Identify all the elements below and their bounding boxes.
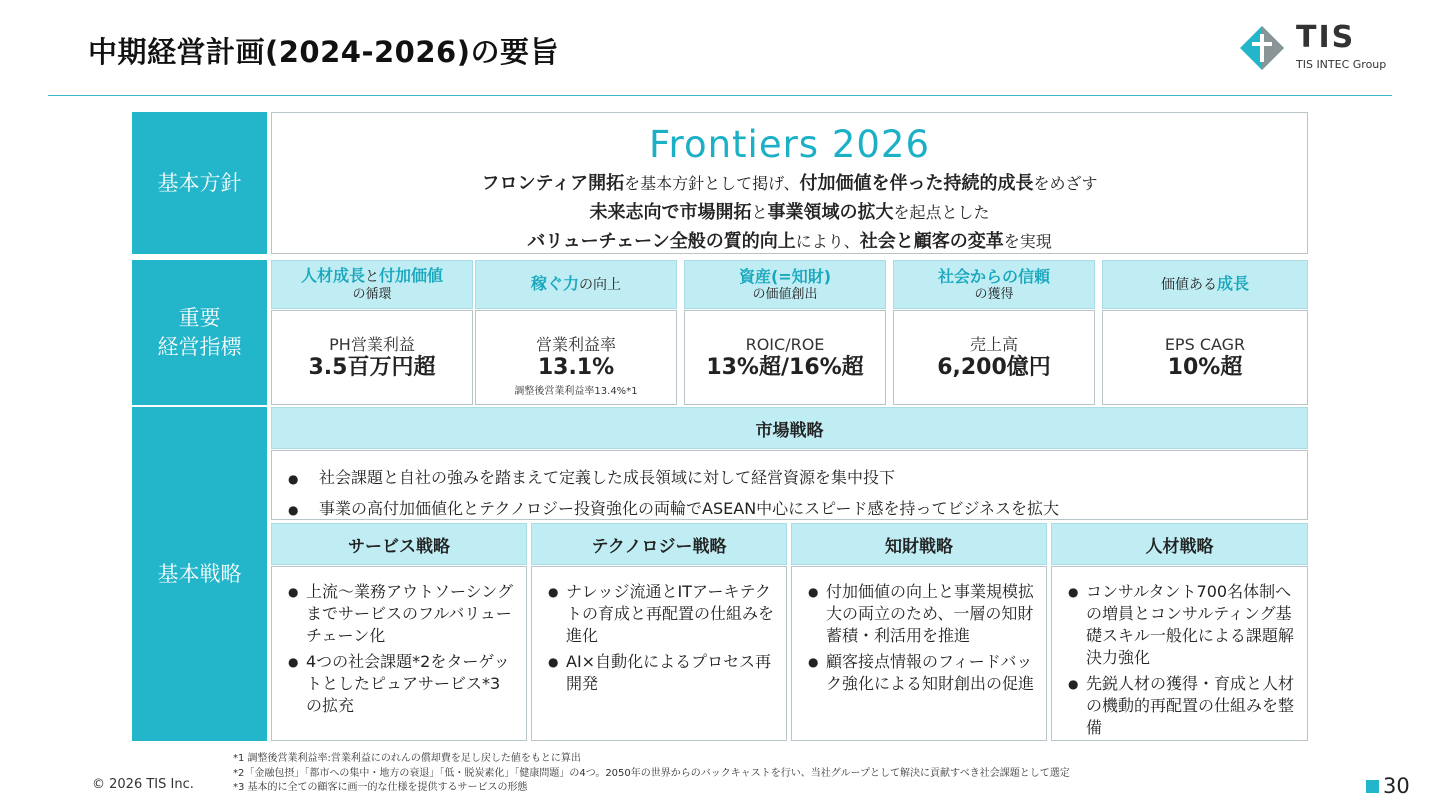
kpi-label (132, 260, 267, 405)
policy-segment: バリューチェーン全般の質的向上 (527, 231, 796, 252)
kpi-metric: EPS CAGR (1164, 335, 1246, 354)
kpi-note: 調整後営業利益率13.4%*1 (514, 386, 638, 397)
kpi-header-sub: の循環 (352, 287, 392, 302)
kpi-header-main (938, 267, 1050, 287)
market-strategy-box (271, 450, 1308, 520)
kpi-header-1 (271, 260, 473, 309)
footnote-1: *1 調整後営業利益率:営業利益にのれんの償却費を足し戻した値をもとに算出 (233, 753, 581, 764)
logo-name: TIS (1296, 20, 1356, 55)
policy-segment: をめざす (1033, 174, 1098, 193)
policy-line-1 (272, 169, 1307, 198)
kpi-header-main (1161, 274, 1249, 295)
kpi-header-connector: の向上 (579, 277, 621, 293)
strategy-title-2: テクノロジー戦略 (531, 523, 787, 565)
kpi-header-key: 稼ぐ力 (530, 274, 579, 293)
kpi-header-key: 成長 (1216, 274, 1249, 293)
market-strategy-list (272, 451, 1307, 525)
policy-segment: 未来志向で市場開拓 (589, 202, 752, 223)
strategy-title-1: サービス戦略 (271, 523, 527, 565)
policy-segment: を基本方針として掲げ、 (624, 174, 800, 193)
strategy-bullet: ● 付加価値の向上と事業規模拡大の両立のため、一層の知財蓄積・利活用を推進 (808, 581, 1034, 647)
strategy-bullet: ● ナレッジ流通とITアーキテクトの育成と再配置の仕組みを進化 (548, 581, 774, 647)
company-logo (1238, 22, 1398, 74)
page-title: 中期経営計画(2024-2026)の要旨 (88, 35, 559, 69)
kpi-header-sub: の獲得 (974, 286, 1014, 302)
logo-subtitle: TIS INTEC Group (1296, 58, 1387, 71)
strategy-box-2 (531, 566, 787, 741)
strategy-bullet: ● AI×自動化によるプロセス再開発 (548, 651, 774, 695)
kpi-header-key: 人材成長 (300, 266, 365, 285)
strategy-list (1052, 567, 1307, 739)
kpi-target: 13%超/16%超 (706, 355, 864, 380)
policy-line-2 (272, 198, 1307, 227)
strategy-bullet: ● 上流～業務アウトソーシングまでサービスのフルバリューチェーン化 (288, 581, 514, 647)
kpi-target: 3.5百万円超 (308, 355, 436, 380)
page-number (1366, 774, 1410, 798)
strategy-box-4 (1051, 566, 1308, 741)
kpi-label-line2: 経営指標 (157, 334, 242, 359)
basic-policy-box (271, 112, 1308, 254)
policy-segment: 付加価値を伴った持続的成長 (799, 173, 1034, 194)
kpi-header-key: 資産(=知財) (738, 266, 832, 286)
kpi-metric: ROIC/ROE (745, 335, 825, 354)
footnote-2: *2「金融包摂」「都市への集中・地方の衰退」「低・脱炭素化」「健康問題」の4つ。2050年の世界からのバックキャストを行い、当社グループとして解決に貢献すべき社会課題として選定 (233, 767, 1070, 779)
kpi-value-box-2 (475, 310, 677, 405)
strategy-label: 基本戦略 (132, 407, 267, 741)
copyright: © 2026 TIS Inc. (92, 777, 194, 792)
page-number-text: 30 (1383, 774, 1410, 798)
kpi-target: 6,200億円 (937, 355, 1051, 380)
strategy-list (532, 567, 786, 695)
strategy-box-1 (271, 566, 527, 741)
plan-name: Frontiers 2026 (648, 123, 931, 166)
kpi-value-box-3 (684, 310, 886, 405)
kpi-label-line1: 重要 (178, 306, 221, 331)
policy-segment: フロンティア開拓 (481, 173, 625, 194)
kpi-target: 10%超 (1167, 355, 1243, 380)
market-bullet-1: ● 社会課題と自社の強みを踏まえて定義した成長領域に対して経営資源を集中投下 (288, 463, 1307, 494)
policy-segment: 事業領域の拡大 (767, 202, 894, 223)
header-divider (48, 95, 1392, 96)
kpi-header-main (301, 266, 443, 287)
strategy-box-3 (791, 566, 1047, 741)
policy-segment: を起点とした (893, 203, 990, 222)
policy-segment: 社会と顧客の変革 (859, 231, 1004, 252)
kpi-metric: 売上高 (969, 335, 1018, 354)
kpi-header-prefix: 価値ある (1160, 277, 1217, 293)
kpi-header-2 (475, 260, 677, 309)
kpi-header-main (739, 267, 831, 287)
strategy-list (792, 567, 1046, 695)
kpi-header-key: 社会からの信頼 (937, 266, 1050, 286)
policy-segment: と (751, 203, 768, 222)
policy-text (272, 169, 1307, 256)
market-bullet-2: ● 事業の高付加価値化とテクノロジー投資強化の両輪でASEAN中心にスピード感を持ってビジネスを拡大 (288, 494, 1307, 525)
policy-segment: を実現 (1003, 232, 1052, 251)
kpi-header-main (531, 274, 621, 295)
kpi-value-box-4 (893, 310, 1095, 405)
strategy-title-3: 知財戦略 (791, 523, 1047, 565)
kpi-header-connector: と (365, 269, 379, 285)
strategy-bullet: ● 先鋭人材の獲得・育成と人材の機動的再配置の仕組みを整備 (1068, 673, 1295, 739)
market-strategy-title: 市場戦略 (271, 407, 1308, 449)
kpi-header-4 (893, 260, 1095, 309)
strategy-bullet: ● コンサルタント700名体制への増員とコンサルティング基礎スキル一般化による課題解決力強化 (1068, 581, 1295, 669)
kpi-metric: PH営業利益 (329, 335, 415, 354)
tis-logo-icon (1238, 24, 1286, 72)
strategy-bullet: ● 4つの社会課題*2をターゲットとしたピュアサービス*3の拡充 (288, 651, 514, 717)
strategy-list (272, 567, 526, 717)
kpi-header-key2: 付加価値 (379, 266, 444, 285)
kpi-value-box-5 (1102, 310, 1308, 405)
kpi-value-box-1 (271, 310, 473, 405)
kpi-header-sub: の価値創出 (752, 286, 818, 302)
footnotes (233, 752, 1070, 796)
kpi-header-3 (684, 260, 886, 309)
footnote-3: *3 基本的に全ての顧客に画一的な仕様を提供するサービスの形態 (233, 782, 528, 793)
page-square-icon (1366, 780, 1379, 793)
kpi-header-5 (1102, 260, 1308, 309)
strategy-title-4: 人材戦略 (1051, 523, 1308, 565)
policy-segment: により、 (795, 232, 860, 251)
policy-line-3 (272, 227, 1307, 256)
kpi-metric: 営業利益率 (535, 335, 616, 354)
strategy-bullet: ● 顧客接点情報のフィードバック強化による知財創出の促進 (808, 651, 1034, 695)
kpi-target: 13.1% (537, 355, 615, 380)
basic-policy-label: 基本方針 (132, 112, 267, 254)
